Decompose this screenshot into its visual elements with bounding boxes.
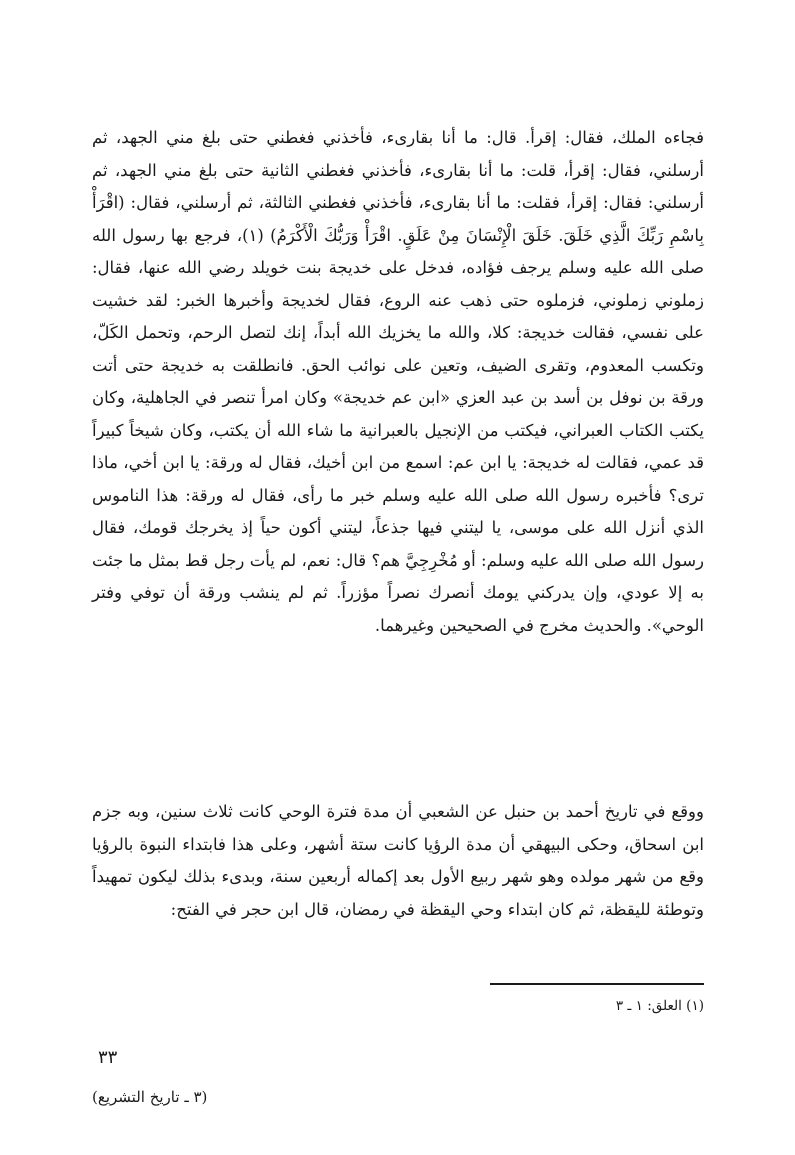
footnote: (١) العلق: ١ ـ ٣ xyxy=(615,998,704,1014)
body-paragraph-hadith: فجاءه الملك، فقال: إقرأ. قال: ما أنا بقارىء، فأخذني فغطني حتى بلغ مني الجهد، ثم أرسلني، فقال: إقرأ، قلت: ما أنا بقارىء، فأخذني فغطني الثانية حتى بلغ مني الجهد، ثم أرسلني: فقال: إقرأ، فقلت: ما أنا بقارىء، فأخذني فغطني الثالثة، ثم أرسلني، فقال: (اقْرَأْ بِاسْمِ رَبِّكَ الَّذِي خَلَقَ. خَلَقَ الْإِنْسَانَ مِنْ عَلَقٍ. اقْرَأْ وَرَبُّكَ الْأَكْرَمُ) (١)، فرجع بها رسول الله صلى الله عليه وسلم يرجف فؤاده، فدخل على خديجة بنت خويلد رضي الله عنها، فقال: زملوني زملوني، فزملوه حتى ذهب عنه الروع، فقال لخديجة وأخبرها الخبر: لقد خشيت على نفسي، فقالت خديجة: كلا، والله ما يخزيك الله أبداً، إنك لتصل الرحم، وتحمل الكَلّ، وتكسب المعدوم، وتقرى الضيف، وتعين على نوائب الحق. فانطلقت به خديجة حتى أتت ورقة بن نوفل بن أسد بن عبد العزي «ابن عم خديجة» وكان امرأ تنصر في الجاهلية، وكان يكتب الكتاب العبراني، فيكتب من الإنجيل بالعبرانية ما شاء الله أن يكتب، وكان شيخاً كبيراً قد عمي، فقالت له خديجة: يا ابن عم: اسمع من ابن أخيك، فقال له ورقة: يا ابن أخي، ماذا ترى؟ فأخبره رسول الله صلى الله عليه وسلم خبر ما رأى، فقال له ورقة: هذا الناموس الذي أنزل الله على موسى، يا ليتني فيها جذعاً، ليتني أكون حياً إذ يخرجك قومك، فقال رسول الله صلى الله عليه وسلم: أو مُخْرِجِيَّ هم؟ قال: نعم، لم يأت رجل قط بمثل ما جئت به إلا عودي، وإن يدركني يومك أنصرك نصراً مؤزراً. ثم لم ينشب ورقة أن توفي وفتر الوحي». والحديث مخرج في الصحيحين وغيرهما. xyxy=(92,128,704,635)
printer-signature-mark: (٣ ـ تاريخ التشريع) xyxy=(92,1088,208,1106)
footnote-separator xyxy=(490,983,704,985)
page-number: ٣٣ xyxy=(98,1047,118,1068)
body-paragraph-revelation-period: ووقع في تاريخ أحمد بن حنبل عن الشعبي أن مدة فترة الوحي كانت ثلاث سنين، وبه جزم ابن اسحاق، وحكى البيهقي أن مدة الرؤيا كانت ستة أشهر، وعلى هذا فابتداء النبوة بالرؤيا وقع من شهر مولده وهو شهر ربيع الأول بعد إكماله أربعين سنة، وبدىء بذلك ليكون تمهيداً وتوطئة لليقظة، ثم كان ابتداء وحي اليقظة في رمضان، قال ابن حجر في الفتح: xyxy=(92,802,704,919)
